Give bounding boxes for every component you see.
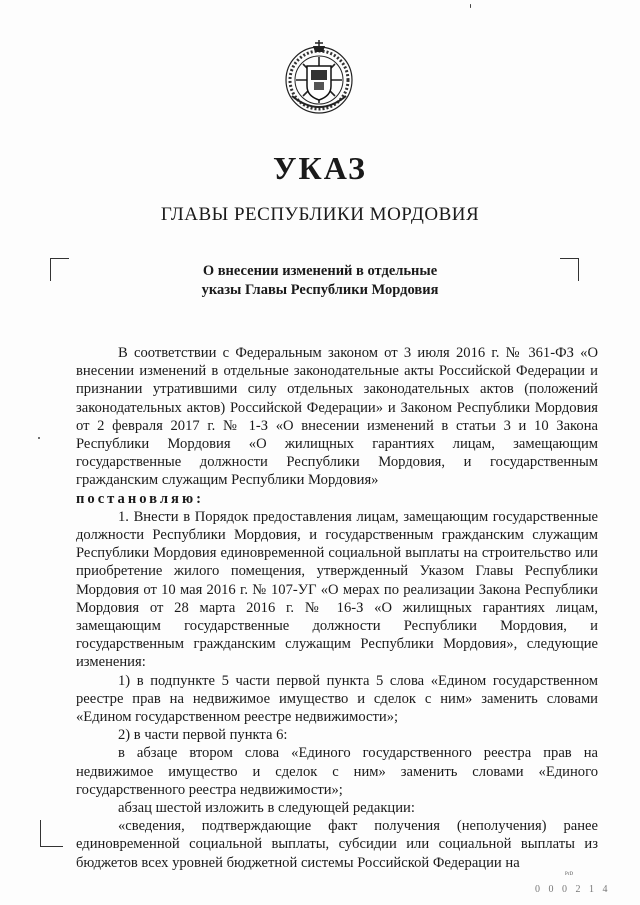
corner-bracket-top-left: [50, 258, 69, 281]
subitem-2-paragraph: 2) в части первой пункта 6:: [118, 727, 288, 744]
document-subtitle: ГЛАВЫ РЕСПУБЛИКИ МОРДОВИЯ: [160, 204, 480, 225]
subitem-1-paragraph: 1) в подпункте 5 части первой пункта 5 слова «Едином государственном реестре прав на недвижимое имущество и сделок с ним» заменить словами «Едином государственном реестре недвижимости»;: [76, 672, 598, 726]
coat-of-arms-emblem: [282, 36, 356, 116]
subject-line-2: указы Главы Республики Мордовия: [201, 282, 439, 298]
subject-line-1: О внесении изменений в отдельные: [202, 263, 438, 279]
subitem-2b-paragraph: абзац шестой изложить в следующей редакции:: [118, 800, 415, 817]
document-subject: [150, 262, 490, 300]
subitem-2c-paragraph: «сведения, подтверждающие факт получения (неполучения) ранее единовременной социальной выплаты, субсидии или социальной выплаты из бюджетов всех уровней бюджетной системы Российской Федерации на: [76, 818, 598, 871]
scan-speck: [470, 4, 471, 8]
serial-stamp: 0 0 0 2 1 4: [535, 884, 611, 895]
document-body: [76, 344, 598, 872]
subitem-2a-paragraph: в абзаце втором слова «Единого государственного реестра прав на недвижимое имущество и сделок с ним» заменить словами «Единого государственного реестра недвижимости»;: [76, 745, 598, 798]
corner-bracket-top-right: [560, 258, 579, 281]
scan-speck: [38, 437, 40, 439]
tiny-page-mark: PrD: [565, 872, 574, 877]
item-1-paragraph: 1. Внести в Порядок предоставления лицам, замещающим государственные должности Республики Мордовия, и государственным гражданским служащим Республики Мордовия единовременной социальной выплаты на строительство или приобретение жилого помещения, утвержденный Указом Главы Республики Мордовия от 10 мая 2016 г. № 107-УГ «О мерах по реализации Закона Республики Мордовия от 28 марта 2016 г. № 16-З «О жилищных гарантиях лицам, замещающим государственные должности Республики Мордовия, и государственным гражданским служащим Республики Мордовия», следующие изменения:: [76, 508, 598, 671]
decree-word: постановляю:: [76, 490, 204, 507]
margin-bracket-bottom-left: [40, 820, 63, 847]
document-title: УКАЗ: [273, 150, 367, 186]
preamble-paragraph: В соответствии с Федеральным законом от 3 июля 2016 г. № 361-ФЗ «О внесении изменений в отдельные законодательные акты Российской Федерации и признании утратившими силу отдельных законодательных актов (положений законодательных актов) Российской Федерации» и Законом Республики Мордовия от 2 февраля 2017 г. № 1-З «О внесении изменений в статьи 3 и 10 Закона Республики Мордовия «О жилищных гарантиях лицам, замещающим государственные должности Республики Мордовия, и государственным гражданским служащим Республики Мордовия»: [76, 345, 598, 489]
